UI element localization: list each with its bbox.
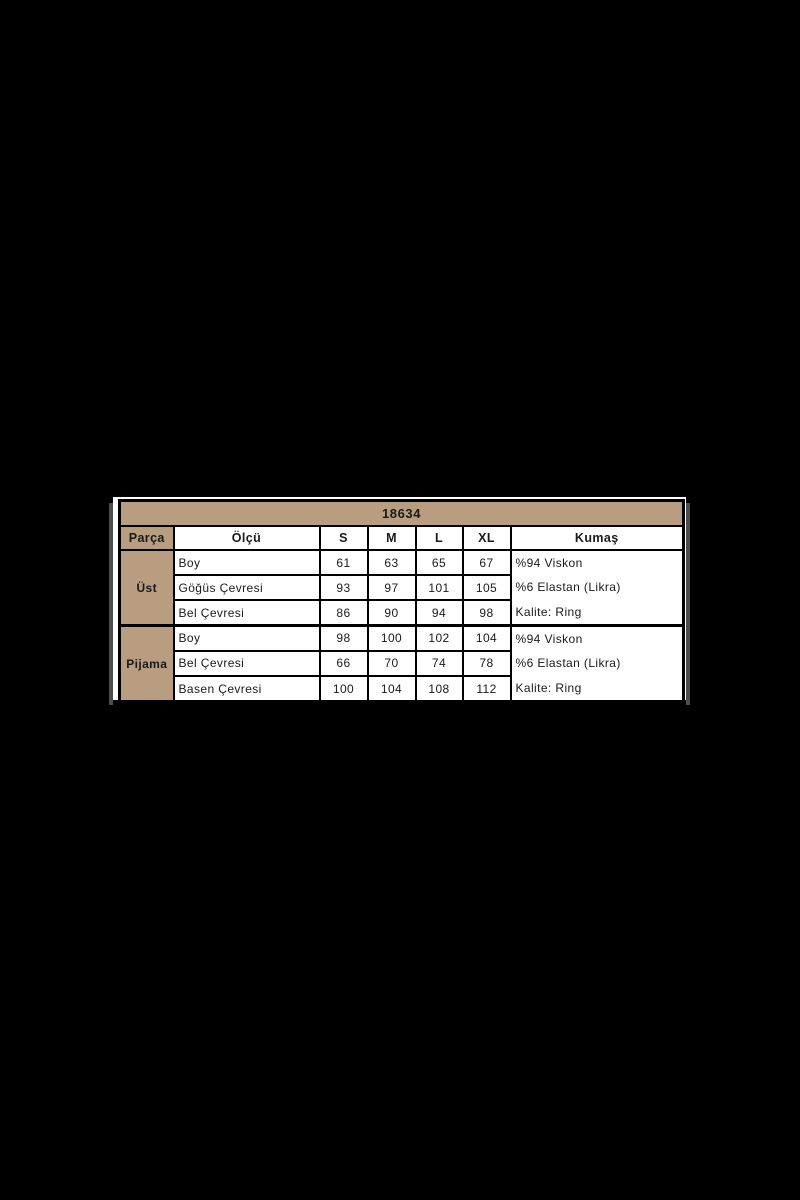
size-value: 93 [320, 575, 368, 600]
fabric-cell-ust [511, 550, 684, 626]
column-header-kumas: Kumaş [511, 526, 684, 550]
size-value: 66 [320, 651, 368, 676]
fabric-lines [512, 551, 683, 624]
column-header-row [120, 526, 684, 550]
measure-label: Basen Çevresi [174, 676, 320, 701]
product-code-row [120, 501, 684, 527]
size-value: 97 [368, 575, 416, 600]
card-shadow-right [686, 503, 690, 705]
size-value: 94 [416, 600, 463, 625]
size-value: 105 [463, 575, 511, 600]
size-value: 112 [463, 676, 511, 701]
fabric-cell-pijama [511, 626, 684, 702]
measure-label: Boy [174, 626, 320, 651]
fabric-line: %6 Elastan (Likra) [515, 580, 621, 595]
size-value: 102 [416, 626, 463, 651]
size-value: 74 [416, 651, 463, 676]
size-value: 101 [416, 575, 463, 600]
fabric-lines [512, 627, 683, 700]
product-code-header: 18634 [120, 501, 684, 527]
size-value: 104 [463, 626, 511, 651]
size-value: 108 [416, 676, 463, 701]
measure-label: Göğüs Çevresi [174, 575, 320, 600]
size-value: 90 [368, 600, 416, 625]
column-header-s: S [320, 526, 368, 550]
part-label-pijama: Pijama [120, 626, 174, 702]
column-header-parca: Parça [120, 526, 174, 550]
column-header-l: L [416, 526, 463, 550]
size-value: 67 [463, 550, 511, 575]
size-value: 61 [320, 550, 368, 575]
size-value: 78 [463, 651, 511, 676]
part-label-ust: Üst [120, 550, 174, 626]
column-header-xl: XL [463, 526, 511, 550]
table-row [120, 626, 684, 651]
fabric-line: Kalite: Ring [515, 680, 582, 695]
size-value: 100 [368, 626, 416, 651]
size-chart-table [118, 499, 685, 703]
measure-label: Boy [174, 550, 320, 575]
size-value: 100 [320, 676, 368, 701]
column-header-olcu: Ölçü [174, 526, 320, 550]
size-value: 65 [416, 550, 463, 575]
column-header-m: M [368, 526, 416, 550]
fabric-line: %6 Elastan (Likra) [515, 656, 621, 671]
measure-label: Bel Çevresi [174, 600, 320, 625]
size-value: 98 [320, 626, 368, 651]
fabric-line: Kalite: Ring [515, 604, 582, 619]
size-chart-card [113, 497, 686, 700]
size-value: 98 [463, 600, 511, 625]
size-value: 63 [368, 550, 416, 575]
measure-label: Bel Çevresi [174, 651, 320, 676]
size-value: 104 [368, 676, 416, 701]
fabric-line: %94 Viskon [515, 632, 583, 647]
fabric-line: %94 Viskon [515, 556, 583, 571]
table-row [120, 550, 684, 575]
size-value: 86 [320, 600, 368, 625]
card-shadow-left [109, 503, 113, 705]
size-value: 70 [368, 651, 416, 676]
